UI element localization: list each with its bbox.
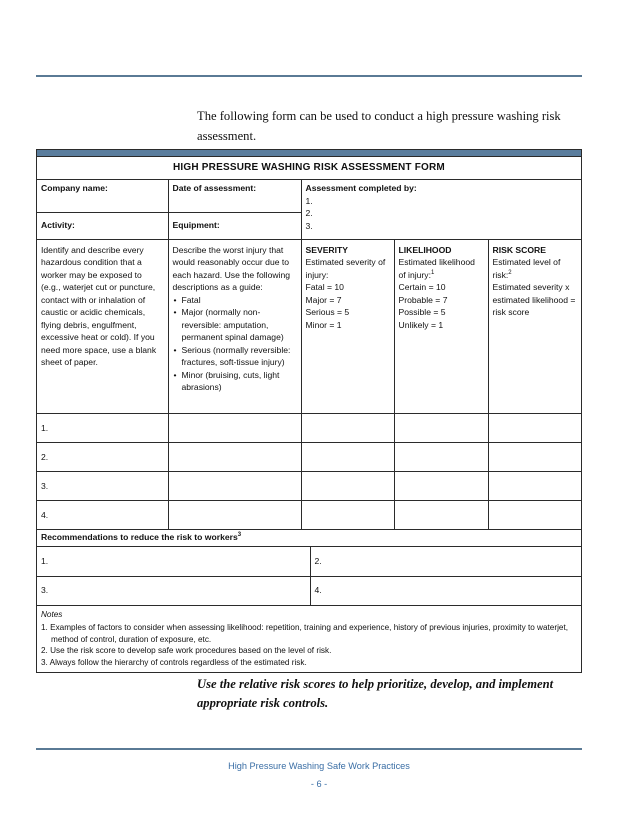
likelihood-item: Unlikely = 1 [398, 319, 444, 330]
notes-section [37, 606, 581, 673]
form-info-table [37, 180, 581, 240]
bullet: • [173, 344, 177, 355]
recommendations-table [37, 547, 581, 606]
recommendations-row [37, 576, 581, 605]
risk-score-cell[interactable] [488, 414, 581, 443]
severity-title: SEVERITY [305, 244, 349, 255]
assessment-date-label: Date of assessment: [172, 183, 257, 193]
injury-intro: Describe the worst injury that would reasonably occur due to each hazard. Use the following descriptions as a guide: [172, 244, 291, 292]
footer-title: High Pressure Washing Safe Work Practices [228, 761, 410, 771]
hazard-row [37, 501, 581, 530]
bottom-divider [36, 748, 582, 750]
recommendation-cell[interactable]: 1. [37, 547, 310, 576]
severity-item: Fatal = 10 [305, 282, 344, 292]
form-title: HIGH PRESSURE WASHING RISK ASSESSMENT FORM [37, 157, 581, 180]
hazard-row [37, 414, 581, 443]
bullet: • [173, 369, 177, 380]
top-divider [36, 75, 582, 77]
injury-cell[interactable] [168, 472, 301, 501]
recommendations-header: Recommendations to reduce the risk to workers$^3$ [37, 530, 581, 547]
note-item: 1. Examples of factors to consider when assessing likelihood: repetition, training and experience, history of previous injuries, proximity to waterjet, method of control, duration of exposure, etc. [41, 623, 568, 644]
recommendation-cell[interactable]: 2. [310, 547, 581, 576]
likelihood-item: Possible = 5 [398, 307, 446, 317]
severity-cell[interactable] [301, 414, 394, 443]
outro-text: Use the relative risk scores to help prioritize, develop, and implement appropriate risk controls. [197, 677, 554, 710]
form-header-band [37, 150, 581, 157]
completed-by-item: 2. [305, 208, 313, 218]
page-number: - 6 - [310, 779, 328, 789]
injury-guide-item: • Serious (normally reversible: fractures, soft-tissue injury) [173, 344, 291, 367]
risk-score-subtitle: Estimated level of risk:$^2$ [492, 257, 561, 280]
risk-score-header [488, 240, 581, 414]
injury-cell[interactable] [168, 443, 301, 472]
severity-item: Major = 7 [305, 294, 342, 305]
recommendation-cell[interactable]: 4. [310, 576, 581, 605]
risk-assessment-form [36, 149, 582, 673]
footnote-ref: 3 [237, 532, 242, 539]
likelihood-item: Certain = 10 [398, 282, 446, 292]
activity-field[interactable] [37, 212, 168, 239]
severity-cell[interactable] [301, 501, 394, 530]
risk-score-cell[interactable] [488, 443, 581, 472]
risk-score-description: Estimated severity x estimated likelihood = risk score [492, 282, 576, 317]
risk-score-cell[interactable] [488, 501, 581, 530]
hazard-row [37, 443, 581, 472]
notes-title: Notes [41, 609, 63, 619]
injury-cell[interactable] [168, 414, 301, 443]
company-name-field[interactable] [37, 180, 168, 212]
footnote-ref: 2 [508, 269, 512, 276]
recommendations-row [37, 547, 581, 576]
equipment-label: Equipment: [172, 220, 220, 231]
severity-cell[interactable] [301, 443, 394, 472]
severity-header [301, 240, 394, 414]
injury-guide-item: • Minor (bruising, cuts, light abrasions) [173, 369, 280, 392]
severity-subtitle: Estimated severity of injury: [305, 257, 386, 280]
recommendation-cell[interactable]: 3. [37, 576, 310, 605]
hazard-cell[interactable]: 2. [37, 443, 168, 472]
likelihood-title: LIKELIHOOD [398, 244, 452, 255]
hazard-table [37, 240, 581, 531]
hazard-cell[interactable]: 3. [37, 472, 168, 501]
injury-guide-item: • Major (normally non-reversible: amputation, permanent spinal damage) [173, 307, 284, 342]
risk-score-title: RISK SCORE [492, 244, 546, 255]
hazard-row [37, 472, 581, 501]
assessment-date-field[interactable] [168, 180, 301, 212]
severity-item: Serious = 5 [305, 307, 350, 317]
hazard-cell[interactable]: 1. [37, 414, 168, 443]
bullet: • [173, 294, 177, 305]
completed-by-label: Assessment completed by: [305, 183, 417, 193]
severity-cell[interactable] [301, 472, 394, 501]
likelihood-subtitle: Estimated likelihood of injury:$^1$ [398, 257, 475, 280]
hazard-cell[interactable]: 4. [37, 501, 168, 530]
injury-guide-item: • Fatal [173, 294, 201, 305]
likelihood-item: Probable = 7 [398, 294, 448, 305]
likelihood-cell[interactable] [394, 472, 488, 501]
injury-cell[interactable] [168, 501, 301, 530]
equipment-field[interactable] [168, 212, 301, 239]
note-item: 3. Always follow the hierarchy of controls regardless of the estimated risk. [41, 657, 307, 667]
intro-text: The following form can be used to conduct a high pressure washing risk assessment. [197, 109, 561, 143]
likelihood-cell[interactable] [394, 414, 488, 443]
company-name-label: Company name: [41, 183, 108, 193]
completed-by-item: 1. [305, 195, 313, 206]
severity-item: Minor = 1 [305, 319, 342, 330]
likelihood-cell[interactable] [394, 443, 488, 472]
risk-score-cell[interactable] [488, 472, 581, 501]
likelihood-cell[interactable] [394, 501, 488, 530]
completed-by-item: 3. [305, 220, 313, 231]
completed-by-field[interactable] [301, 180, 581, 239]
likelihood-header [394, 240, 488, 414]
note-item: 2. Use the risk score to develop safe work procedures based on the level of risk. [41, 646, 332, 655]
injury-description-header [168, 240, 301, 414]
activity-label: Activity: [41, 220, 75, 231]
hazard-description-header: Identify and describe every hazardous condition that a worker may be exposed to (e.g., waterjet cut or puncture, contact with or inhalation of caustic or acidic chemicals, flying debris, engulfment, excessive heat or cold). If you need more space, use a blank sheet of paper. [37, 240, 168, 414]
footnote-ref: 1 [430, 269, 435, 276]
bullet: • [173, 307, 177, 317]
